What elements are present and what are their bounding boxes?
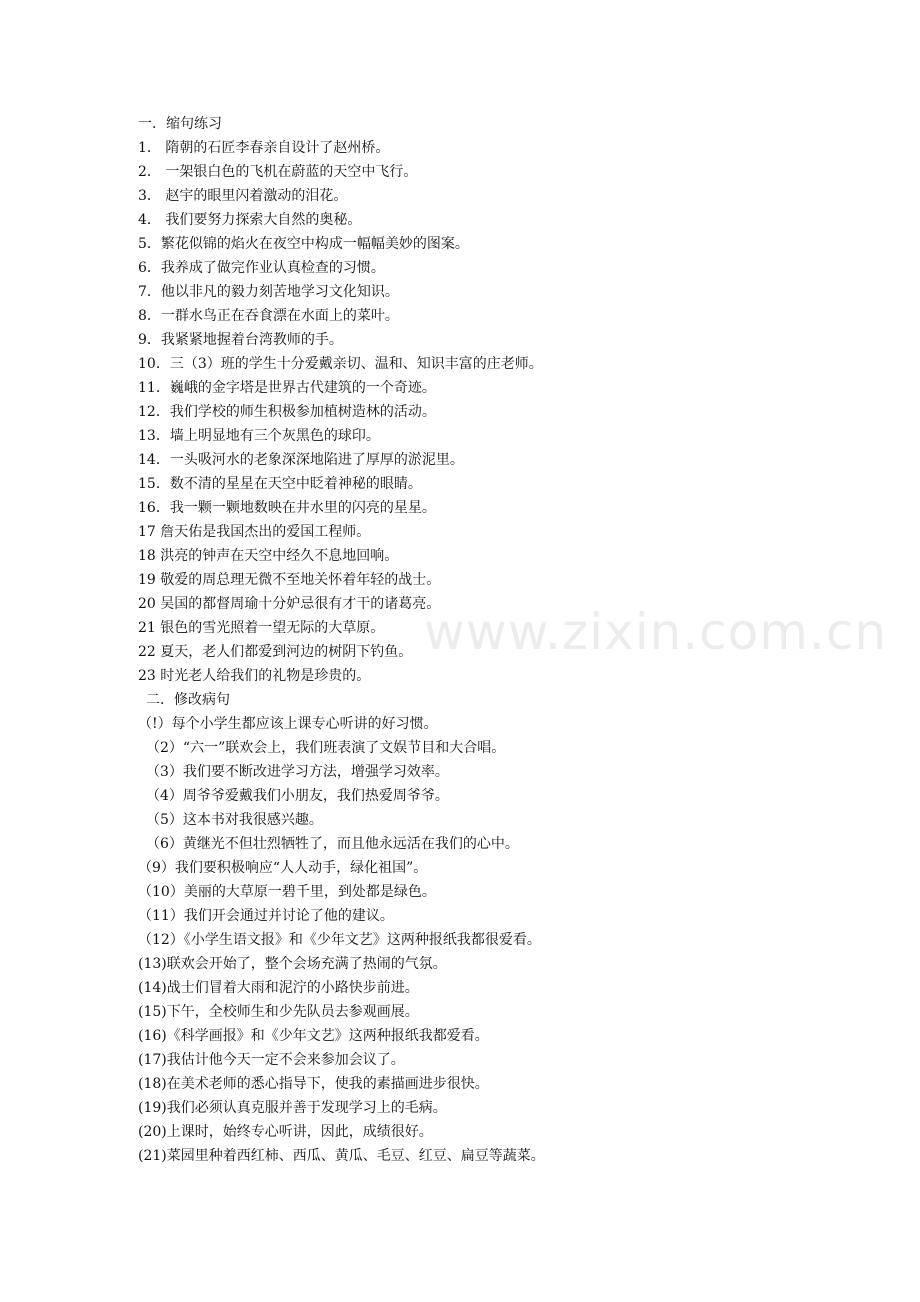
list-item: 14．一头吸河水的老象深深地陷进了厚厚的淤泥里。 (138, 452, 464, 468)
section-title-revise: 二．修改病句 (146, 692, 230, 708)
list-item: 18 洪亮的钟声在天空中经久不息地回响。 (138, 548, 399, 564)
list-item: (17)我估计他今天一定不会来参加会议了。 (138, 1052, 405, 1068)
list-item: 11．巍峨的金字塔是世界古代建筑的一个奇迹。 (138, 380, 436, 396)
list-item: （11）我们开会通过并讨论了他的建议。 (138, 908, 394, 924)
list-item: 4． 我们要努力探索大自然的奥秘。 (138, 212, 362, 228)
list-item: (21)菜园里种着西红柿、西瓜、黄瓜、毛豆、红豆、扁豆等蔬菜。 (138, 1148, 545, 1164)
list-item: 8．一群水鸟正在吞食漂在水面上的菜叶。 (138, 308, 399, 324)
list-item: (18)在美术老师的悉心指导下，使我的素描画进步很快。 (138, 1076, 489, 1092)
list-item: （12）《小学生语文报》和《少年文艺》这两种报纸我都很爱看。 (138, 932, 541, 948)
list-item: （9）我们要积极响应“人人动手，绿化祖国”。 (138, 860, 428, 876)
list-item: 3． 赵宇的眼里闪着激动的泪花。 (138, 188, 348, 204)
list-item: 15．数不清的星星在天空中眨着神秘的眼睛。 (138, 476, 422, 492)
list-item: (19)我们必须认真克服并善于发现学习上的毛病。 (138, 1100, 447, 1116)
list-item: (13)联欢会开始了，整个会场充满了热闹的气氛。 (138, 956, 447, 972)
watermark: www.zixin.com.cn (424, 603, 888, 661)
list-item: （5）这本书对我很感兴趣。 (146, 812, 323, 828)
list-item: 16．我一颗一颗地数映在井水里的闪亮的星星。 (138, 500, 436, 516)
list-item: (14)战士们冒着大雨和泥泞的小路快步前进。 (138, 980, 419, 996)
list-item: 17 詹天佑是我国杰出的爱国工程师。 (138, 524, 371, 540)
section-title-condense: 一．缩句练习 (138, 116, 222, 132)
list-item: 6．我养成了做完作业认真检查的习惯。 (138, 260, 385, 276)
list-item: （3）我们要不断改进学习方法，增强学习效率。 (146, 764, 449, 780)
list-item: （!）每个小学生都应该上课专心听讲的好习惯。 (138, 716, 438, 732)
list-item: 21 银色的雪光照着一望无际的大草原。 (138, 620, 385, 636)
list-item: 5．繁花似锦的焰火在夜空中构成一幅幅美妙的图案。 (138, 236, 469, 252)
list-item: 22 夏天，老人们都爱到河边的树阴下钓鱼。 (138, 644, 413, 660)
list-item: 10．三（3）班的学生十分爱戴亲切、温和、知识丰富的庄老师。 (138, 356, 543, 372)
document-content (138, 112, 818, 1168)
list-item: 23 时光老人给我们的礼物是珍贵的。 (138, 668, 371, 684)
list-item: 12．我们学校的师生积极参加植树造林的活动。 (138, 404, 436, 420)
list-item: 2． 一架银白色的飞机在蔚蓝的天空中飞行。 (138, 164, 418, 180)
list-item: 1． 隋朝的石匠李春亲自设计了赵州桥。 (138, 140, 390, 156)
list-item: （10）美丽的大草原一碧千里，到处都是绿色。 (138, 884, 436, 900)
list-item: 13．墙上明显地有三个灰黑色的球印。 (138, 428, 380, 444)
list-item: (16)《科学画报》和《少年文艺》这两种报纸我都爱看。 (138, 1028, 489, 1044)
list-item: （2）“六一”联欢会上，我们班表演了文娱节目和大合唱。 (146, 740, 506, 756)
list-item: (15)下午，全校师生和少先队员去参观画展。 (138, 1004, 419, 1020)
list-item: (20)上课时，始终专心听讲，因此，成绩很好。 (138, 1124, 433, 1140)
list-item: 9．我紧紧地握着台湾教师的手。 (138, 332, 343, 348)
list-item: （6）黄继光不但壮烈牺牲了，而且他永远活在我们的心中。 (146, 836, 519, 852)
list-item: （4）周爷爷爱戴我们小朋友，我们热爱周爷爷。 (146, 788, 449, 804)
list-item: 7．他以非凡的毅力刻苦地学习文化知识。 (138, 284, 399, 300)
list-item: 20 吴国的都督周瑜十分妒忌很有才干的诸葛亮。 (138, 596, 441, 612)
list-item: 19 敬爱的周总理无微不至地关怀着年轻的战士。 (138, 572, 441, 588)
